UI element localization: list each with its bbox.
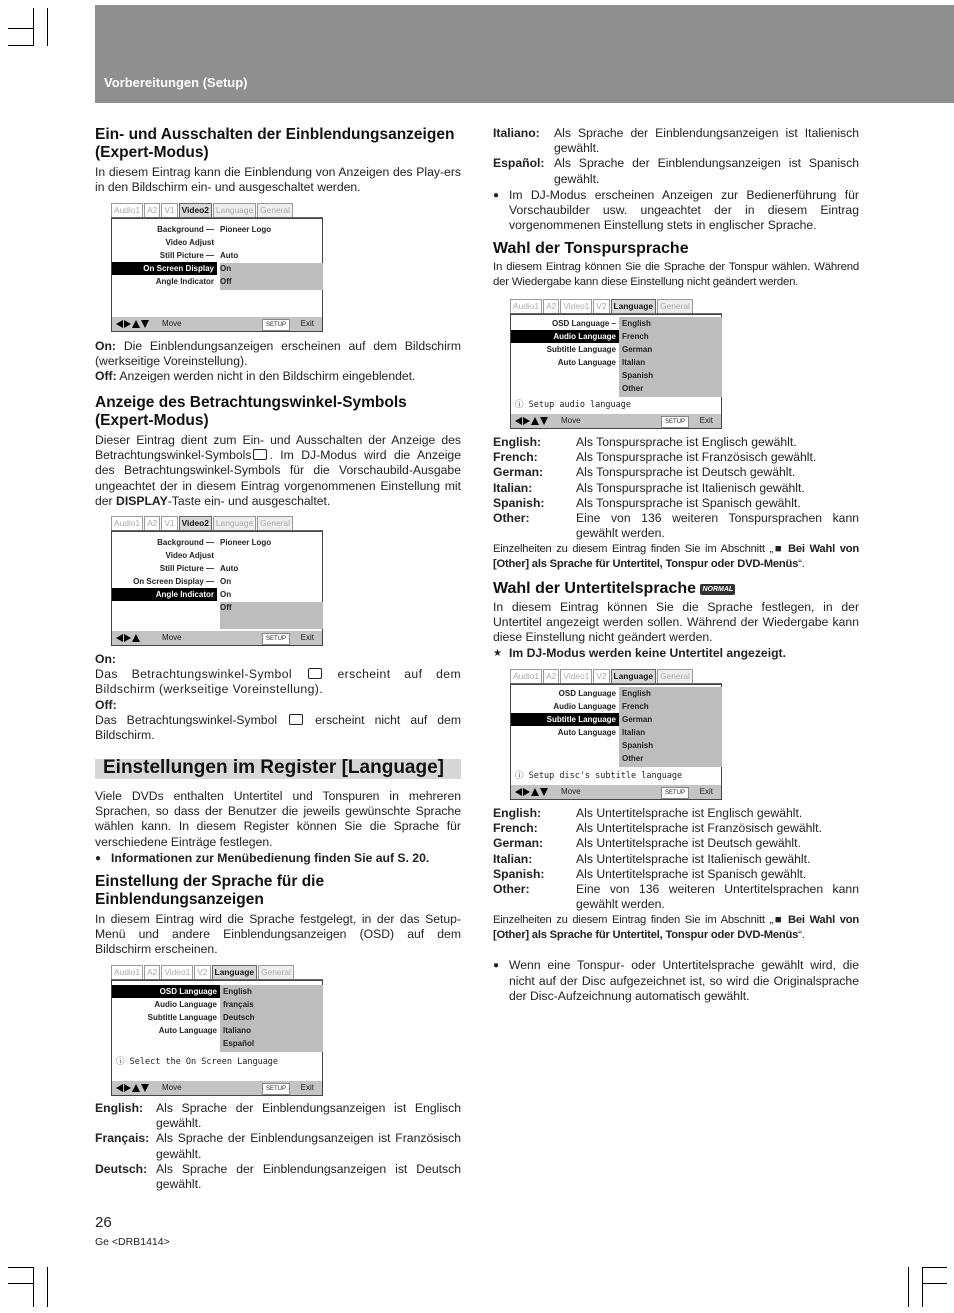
option-item: Italian [622,728,646,737]
tab-video1: Video1 [560,299,592,313]
screen-footer [511,414,721,428]
move-label: Move [162,1083,182,1092]
option-item: French [622,332,649,341]
menu-label: OSD Language – [551,319,616,328]
star-note: Im DJ-Modus werden keine Untertitel angezeigt. [509,645,786,660]
crop-mark [47,1267,48,1307]
option-item: Spanish [622,371,654,380]
tab-language: Language [611,299,657,313]
menu-label: Background — [157,225,214,234]
crop-mark [8,28,33,29]
setup-key: SETUP [661,416,689,428]
definition: Als Sprache der Einblendungsanzeigen ist Englisch gewählt. [156,1101,461,1131]
bullet-text: Wenn eine Tonspur- oder Untertitelsprache gewählt wird, die nicht auf der Disc aufgezeichnet ist, so wird die Originalsprache der Disc-Aufzeichnung automatisch gewählt. [509,958,859,1003]
section-osd-language [95,873,461,958]
option-panel [619,687,722,767]
tab-audio1: Audio1 [111,203,143,217]
setup-key: SETUP [262,1083,290,1095]
definition: Als Untertitelsprache ist Deutsch gewählt. [576,836,801,851]
term: English: [95,1101,144,1115]
tab-general: General [257,516,293,530]
option-item: German [622,715,653,724]
term: French: [493,821,538,836]
crop-mark [922,1267,947,1268]
term: German: [493,836,544,851]
definition: Als Untertitelsprache ist Englisch gewählt. [576,806,803,820]
exit-label: Exit [699,416,713,425]
tab-a2: A2 [144,965,160,979]
tab-v2: V2 [593,669,609,683]
note-part: “. [798,558,805,571]
definition: Als Tonspursprache ist Deutsch gewählt. [576,465,796,480]
tab-audio1: Audio1 [510,299,542,313]
arrow-keys-icon [116,634,156,643]
osd-language-definitions-cont [493,126,859,233]
menu-label: OSD Language [558,689,616,698]
menu-label: Video Adjust [165,551,214,560]
screen-tabs [510,299,722,314]
screen-tabs [510,669,722,684]
info-icon: ⓘ [515,400,524,410]
screen-footer [112,317,322,331]
heading: Wahl der Untertitelsprache [493,580,697,597]
setup-screen-subtitle-language [510,669,722,800]
crop-mark [908,1267,909,1307]
option-item: Other [622,384,644,393]
option-on: On [220,264,232,273]
crop-mark [922,1283,947,1284]
definition: Anzeigen werden nicht in den Bildschirm eingeblendet. [119,369,416,384]
definition: Als Sprache der Einblendungsanzeigen ist Italienisch gewählt. [554,126,859,156]
screen-tabs [111,965,323,980]
tab-a2: A2 [144,516,160,530]
section-audio-language [493,240,859,290]
option-item: English [622,319,651,328]
tab-audio1: Audio1 [111,516,143,530]
exit-label: Exit [300,633,314,642]
heading: Ein- und Ausschalten der Einblendungsanzeigen (Expert-Modus) [95,126,455,161]
tab-v1: V1 [161,203,177,217]
menu-label: Background — [157,538,214,547]
section-label: Vorbereitungen (Setup) [104,75,248,90]
tab-a2: A2 [144,203,160,217]
paragraph-part: . Im DJ-Modus wird die Anzeige des Betrachtungswinkel-Symbols für die Vorschaubild-Ausgabe ungeachtet der in diesem Eintrag vorgenommenen Einstellung mit der [95,448,461,508]
term: Italian: [493,851,533,866]
star-icon: ★ [493,647,502,659]
crop-mark [33,8,34,46]
paragraph: Viele DVDs enthalten Untertitel und Tonspuren in mehreren Sprachen, so dass der Benutzer die jeweils gewünschte Sprache wählen kann. In diesem Register können Sie die Sprache für verschiedene Einträge festlegen. [95,789,461,849]
definition: Als Untertitelsprache ist Französisch gewählt. [576,821,822,836]
term: Other: [493,511,530,526]
bullet-icon: ● [493,189,500,201]
paragraph-part: Dieser Eintrag dient zum Ein- und Ausschalten der Anzeige des Betrachtungswinkel-Symbols [95,433,461,463]
tab-a2: A2 [543,669,559,683]
tab-v2: V2 [593,299,609,313]
tab-general: General [657,299,693,313]
arrow-keys-icon [515,417,555,426]
note-reference: ■ Bei Wahl von [Other] als Sprache für Untertitel, Tonspur oder DVD-Menüs [493,543,860,571]
hint-text: Setup disc's subtitle language [528,771,683,781]
option-on: On [220,590,232,599]
screen-body [111,218,323,332]
term: English: [493,806,542,820]
osd-language-definitions [95,1101,461,1192]
language-intro [95,789,461,866]
menu-label: Audio Language [553,702,616,711]
menu-label: On Screen Display — [133,577,214,586]
screen-footer [112,1081,322,1095]
osd-definitions [95,339,461,385]
option-item: Spanish [622,741,654,750]
note-part: Einzelheiten zu diesem Eintrag finden Sie im Abschnitt „ [493,543,774,556]
menu-label: Angle Indicator [155,277,214,286]
tab-a2: A2 [543,299,559,313]
setup-screen-osd-language [111,965,323,1096]
page-number: 26 [95,1214,112,1231]
heading: Einstellung der Sprache für die Einblendungsanzeigen [95,873,325,908]
info-icon: ⓘ [116,1057,125,1067]
normal-mode-badge: NORMAL [702,586,734,593]
definition: Eine von 136 weiteren Untertitelsprachen kann gewählt werden. [576,882,859,912]
menu-label-selected: Subtitle Language [511,713,619,726]
tab-general: General [258,965,294,979]
screen-tabs [111,203,323,218]
term: German: [493,465,544,480]
section-title: Einstellungen im Register [Language] [103,757,444,778]
option-panel [220,985,323,1052]
definition: Als Untertitelsprache ist Spanisch gewählt. [576,866,807,881]
menu-label: Video Adjust [165,238,214,247]
crop-mark [8,1283,33,1284]
section-osd-toggle [95,126,461,195]
tab-language: Language [213,516,256,530]
menu-label-selected: Audio Language [511,330,619,343]
arrow-keys-icon [116,1084,156,1093]
definition-part: erscheint auf dem Bildschirm (werkseitige Voreinstellung). [95,667,461,697]
exit-label: Exit [300,1083,314,1092]
definition: Als Tonspursprache ist Spanisch gewählt. [576,495,801,510]
crop-mark [8,45,33,46]
term: English: [493,435,542,449]
menu-label: Still Picture — [159,251,214,260]
move-label: Move [162,319,182,328]
menu-value [217,236,322,249]
hint-text: Select the On Screen Language [129,1057,279,1067]
definition-part: erscheint nicht auf dem Bildschirm. [95,712,461,743]
tab-language: Language [611,669,657,683]
section-angle-icon [95,394,461,509]
paragraph: In diesem Eintrag können Sie die Sprache festlegen, in der Untertitel angezeigt werden sollen. Während der Wiedergabe kann diese Einstellung nicht geändert werden. [493,600,859,645]
screen-body [510,684,722,800]
audio-language-definitions [493,435,859,572]
crop-mark [8,1267,33,1268]
option-item: français [223,1000,254,1009]
term: Français: [95,1131,150,1146]
definition: Als Tonspursprache ist Französisch gewählt. [576,450,817,465]
term: On: [95,652,116,666]
menu-label: Still Picture — [159,564,214,573]
angle-definitions [95,652,461,743]
exit-label: Exit [699,787,713,796]
term: Off: [95,369,117,384]
option-panel [619,317,722,397]
setup-screen-osd [111,203,323,332]
option-item: Italian [622,358,646,367]
heading: Anzeige des Betrachtungswinkel-Symbols (Expert-Modus) [95,394,407,429]
definition: Als Tonspursprache ist Englisch gewählt. [576,435,797,449]
term: Spanish: [493,866,545,881]
note-part: Einzelheiten zu diesem Eintrag finden Sie im Abschnitt „ [493,914,774,927]
option-item: Español [223,1039,255,1048]
menu-value [217,549,322,562]
tab-video2: Video2 [179,516,212,530]
menu-label: Auto Language [557,728,616,737]
hint-text: Setup audio language [528,400,631,410]
term: Off: [95,697,117,712]
bullet-text: Informationen zur Menübedienung finden Sie auf S. 20. [111,850,430,865]
tab-v2: V2 [194,965,210,979]
menu-label-selected: Angle Indicator [112,588,217,601]
definition: Als Untertitelsprache ist Italienisch gewählt. [576,851,811,866]
note-part: “. [798,929,805,942]
tab-language: Language [213,203,256,217]
bullet-icon: ● [95,852,102,864]
camera-angle-icon [289,714,303,725]
menu-label: Subtitle Language [147,1013,217,1022]
move-label: Move [561,787,581,796]
definition: Als Sprache der Einblendungsanzeigen ist Spanisch gewählt. [554,156,859,186]
term: French: [493,450,538,465]
screen-footer [511,785,721,799]
option-item: English [622,689,651,698]
heading: Wahl der Tonspursprache [493,240,689,257]
option-item: French [622,702,649,711]
term: Italiano: [493,126,540,140]
bullet-text: Im DJ-Modus erscheinen Anzeigen zur Bedienerführung für Vorschaubilder usw. ungeachtet der in diesem Eintrag vorgenommenen Einstellung stets in englischer Sprache. [509,187,859,233]
menu-label-selected: OSD Language [112,985,220,998]
crop-mark [922,1267,923,1307]
menu-value: Pioneer Logo [220,538,272,547]
tab-video2: Video2 [179,203,212,217]
bullet-icon: ● [493,960,500,972]
menu-value: On [220,577,232,586]
term: On: [95,339,116,353]
menu-label: Audio Language [154,1000,217,1009]
arrow-keys-icon [515,788,555,797]
move-label: Move [162,633,182,642]
tab-v1: V1 [161,516,177,530]
section-title-bar [95,759,461,779]
option-off: Off [220,277,232,286]
camera-angle-icon [253,449,267,460]
crop-mark [47,8,48,46]
definition: Als Sprache der Einblendungsanzeigen ist Deutsch gewählt. [156,1161,461,1192]
setup-screen-angle [111,516,323,646]
info-icon: ⓘ [515,771,524,781]
definition: Eine von 136 weiteren Tonspursprachen kann gewählt werden. [576,511,859,541]
setup-screen-audio-language [510,299,722,429]
option-item: Deutsch [223,1013,255,1022]
tab-video1: Video1 [560,669,592,683]
screen-body [111,980,323,1096]
arrow-keys-icon [116,320,156,329]
screen-footer [112,631,322,645]
option-item: Italiano [223,1026,252,1035]
display-key: DISPLAY [116,493,168,508]
setup-key: SETUP [262,319,290,331]
tab-audio1: Audio1 [510,669,542,683]
crop-mark [33,1267,34,1307]
menu-value: Pioneer Logo [220,225,272,234]
menu-label: Subtitle Language [546,345,616,354]
term: Other: [493,882,530,897]
screen-body [510,314,722,429]
tab-general: General [257,203,293,217]
setup-key: SETUP [661,787,689,799]
section-subtitle-language [493,580,859,661]
term: Español: [493,156,545,171]
screen-tabs [111,516,323,531]
screen-body [111,531,323,646]
option-off: Off [220,603,232,612]
menu-value: Auto [220,251,239,260]
definition-part: Das Betrachtungswinkel-Symbol [95,667,292,682]
definition-part: Das Betrachtungswinkel-Symbol [95,712,278,727]
option-item: German [622,345,653,354]
doc-code: Ge <DRB1414> [95,1236,170,1248]
tab-general: General [657,669,693,683]
term: Italian: [493,480,533,495]
menu-label: Auto Language [158,1026,217,1035]
paragraph-part: -Taste ein- und ausgeschaltet. [167,493,331,508]
header-band [95,5,954,103]
option-item: English [223,987,252,996]
term: Spanish: [493,495,545,510]
subtitle-language-definitions [493,806,859,1004]
paragraph: In diesem Eintrag können Sie die Sprache der Tonspur wählen. Während der Wiedergabe kann diese Einstellung nicht geändert werden. [493,261,859,288]
definition: Als Tonspursprache ist Italienisch gewählt. [576,480,805,495]
menu-label: Auto Language [557,358,616,367]
menu-label-selected: On Screen Display [112,262,217,275]
tab-audio1: Audio1 [111,965,143,979]
menu-value: Auto [220,564,239,573]
paragraph: In diesem Eintrag wird die Sprache festgelegt, in der das Setup-Menü und andere Einblendungsanzeigen (OSD) auf dem Bildschirm erscheinen. [95,912,461,957]
definition: Als Sprache der Einblendungsanzeigen ist Französisch gewählt. [156,1131,461,1161]
tab-language: Language [212,965,258,979]
camera-angle-icon [308,668,322,679]
definition: Die Einblendungsanzeigen erscheinen auf dem Bildschirm (werkseitige Voreinstellung). [95,339,462,369]
note-reference: ■ Bei Wahl von [Other] als Sprache für Untertitel, Tonspur oder DVD-Menüs [493,914,860,942]
paragraph: In diesem Eintrag kann die Einblendung von Anzeigen des Play-ers in den Bildschirm ein- und ausgeschaltet werden. [95,165,461,195]
setup-key: SETUP [262,633,290,645]
move-label: Move [561,416,581,425]
option-item: Other [622,754,644,763]
exit-label: Exit [300,319,314,328]
term: Deutsch: [95,1161,148,1176]
tab-video1: Video1 [161,965,193,979]
